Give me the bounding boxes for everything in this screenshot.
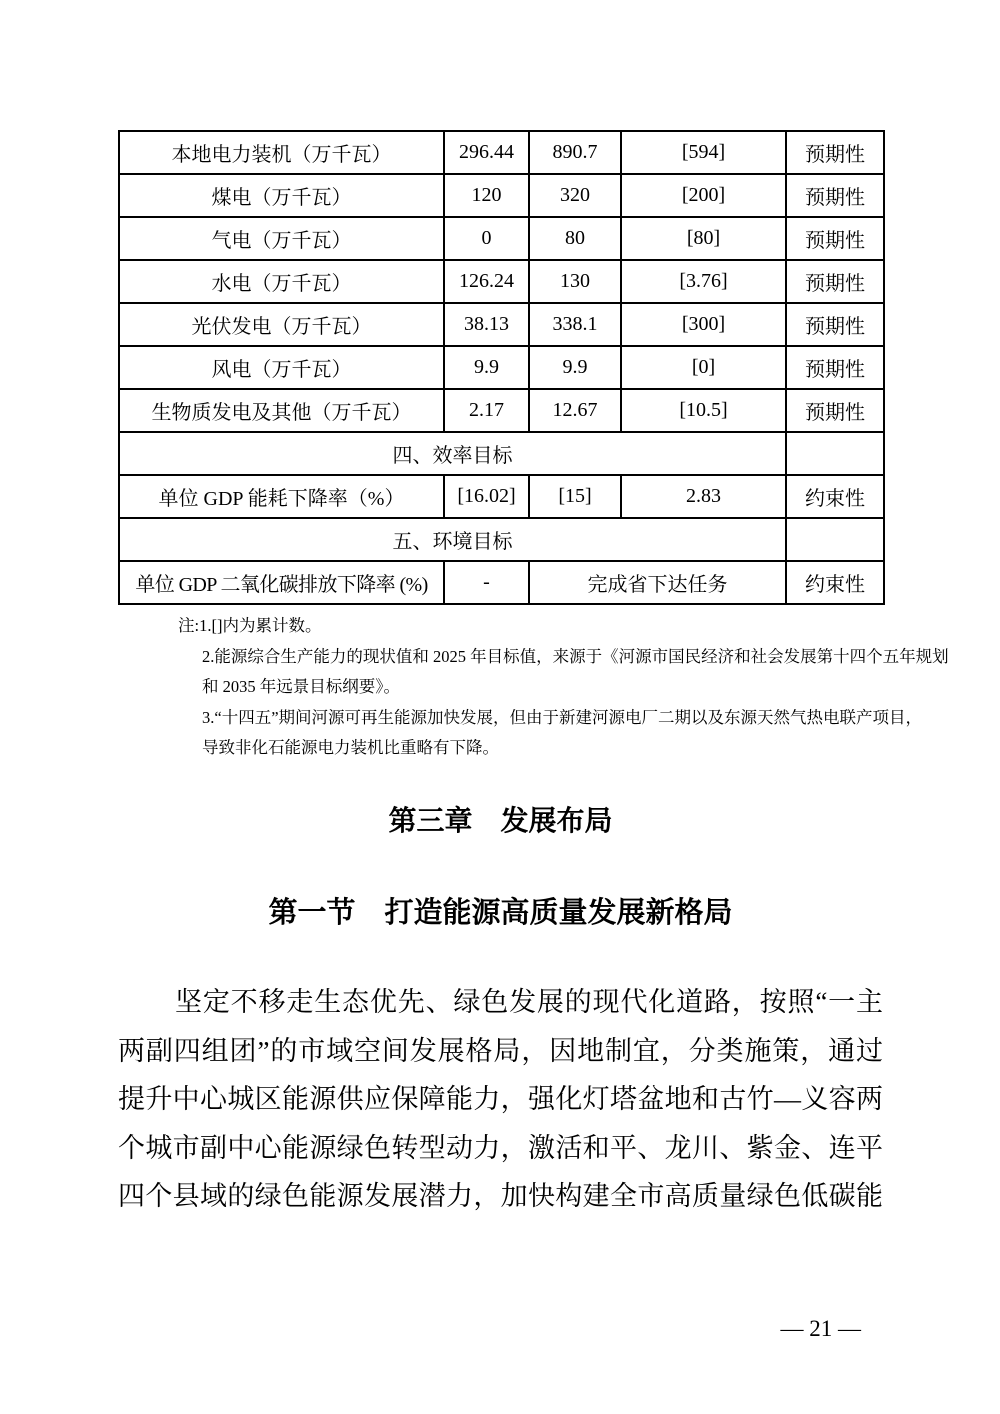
table-row [119, 346, 884, 389]
section-heading: 第一节 打造能源高质量发展新格局 [268, 897, 733, 929]
note-line: 2.能源综合生产能力的现状值和 2025 年目标值，来源于《河源市国民经济和社会发展第十四个五年规划 [202, 646, 949, 666]
cell-change: 2.83 [621, 475, 786, 518]
cell-target: 9.9 [529, 346, 621, 389]
cell-change: [80] [621, 217, 786, 260]
cell-label: 水电（万千瓦） [119, 260, 444, 303]
cell-target: 320 [529, 174, 621, 217]
cell-attribute: 约束性 [786, 475, 884, 518]
cell-attribute: 约束性 [786, 561, 884, 604]
body-line: 两副四组团”的市域空间发展格局，因地制宜，分类施策，通过 [118, 1035, 883, 1066]
cell-current: 0 [444, 217, 529, 260]
cell-attribute-empty [786, 518, 884, 561]
cell-current: 120 [444, 174, 529, 217]
table-row [119, 561, 884, 604]
cell-label: 单位 GDP 能耗下降率（%） [119, 475, 444, 518]
cell-label: 风电（万千瓦） [119, 346, 444, 389]
cell-target: 12.67 [529, 389, 621, 432]
targets-table [118, 130, 885, 605]
cell-attribute: 预期性 [786, 260, 884, 303]
chapter-heading: 第三章 发展布局 [388, 805, 613, 836]
cell-target: 80 [529, 217, 621, 260]
cell-change: [594] [621, 131, 786, 174]
cell-current: 296.44 [444, 131, 529, 174]
cell-attribute: 预期性 [786, 174, 884, 217]
cell-attribute: 预期性 [786, 389, 884, 432]
cell-change: [300] [621, 303, 786, 346]
cell-current: [16.02] [444, 475, 529, 518]
cell-current: 38.13 [444, 303, 529, 346]
table-section-row [119, 432, 884, 475]
cell-change: [3.76] [621, 260, 786, 303]
table-section-row [119, 518, 884, 561]
cell-attribute: 预期性 [786, 217, 884, 260]
table-row [119, 131, 884, 174]
table-row [119, 303, 884, 346]
note-line: 注:1.[]内为累计数。 [178, 616, 322, 635]
table-row [119, 260, 884, 303]
cell-label: 生物质发电及其他（万千瓦） [119, 389, 444, 432]
note-line: 和 2035 年远景目标纲要》。 [202, 677, 400, 697]
body-line: 四个县域的绿色能源发展潜力，加快构建全市高质量绿色低碳能 [118, 1181, 883, 1211]
table-row [119, 217, 884, 260]
cell-label: 煤电（万千瓦） [119, 174, 444, 217]
cell-attribute-empty [786, 432, 884, 475]
note-line: 3.“十四五”期间河源可再生能源加快发展，但由于新建河源电厂二期以及东源天然气热电联产项目， [202, 707, 923, 727]
cell-section-title: 五、环境目标 [119, 518, 786, 561]
body-paragraph [118, 978, 883, 1221]
page-number: — 21 — [780, 1316, 861, 1341]
body-line: 个城市副中心能源绿色转型动力，激活和平、龙川、紫金、连平 [118, 1132, 883, 1163]
cell-change: [0] [621, 346, 786, 389]
cell-target: 130 [529, 260, 621, 303]
cell-label: 本地电力装机（万千瓦） [119, 131, 444, 174]
cell-attribute: 预期性 [786, 346, 884, 389]
cell-section-title: 四、效率目标 [119, 432, 786, 475]
body-line: 提升中心城区能源供应保障能力，强化灯塔盆地和古竹—义容两 [118, 1084, 883, 1114]
cell-change: [200] [621, 174, 786, 217]
cell-target: 890.7 [529, 131, 621, 174]
cell-current: 126.24 [444, 260, 529, 303]
cell-current: 2.17 [444, 389, 529, 432]
cell-target: [15] [529, 475, 621, 518]
cell-attribute: 预期性 [786, 131, 884, 174]
table-row [119, 475, 884, 518]
cell-attribute: 预期性 [786, 303, 884, 346]
body-line: 坚定不移走生态优先、绿色发展的现代化道路，按照“一主 [175, 987, 883, 1017]
cell-merged-value: 完成省下达任务 [529, 561, 786, 604]
table-row [119, 389, 884, 432]
cell-label: 光伏发电（万千瓦） [119, 303, 444, 346]
cell-change: [10.5] [621, 389, 786, 432]
cell-label: 单位 GDP 二氧化碳排放下降率 (%) [119, 561, 444, 604]
cell-label: 气电（万千瓦） [119, 217, 444, 260]
cell-target: 338.1 [529, 303, 621, 346]
note-line: 导致非化石能源电力装机比重略有下降。 [202, 738, 499, 758]
table-notes [178, 611, 949, 764]
table-row [119, 174, 884, 217]
cell-current: - [444, 561, 529, 604]
cell-current: 9.9 [444, 346, 529, 389]
